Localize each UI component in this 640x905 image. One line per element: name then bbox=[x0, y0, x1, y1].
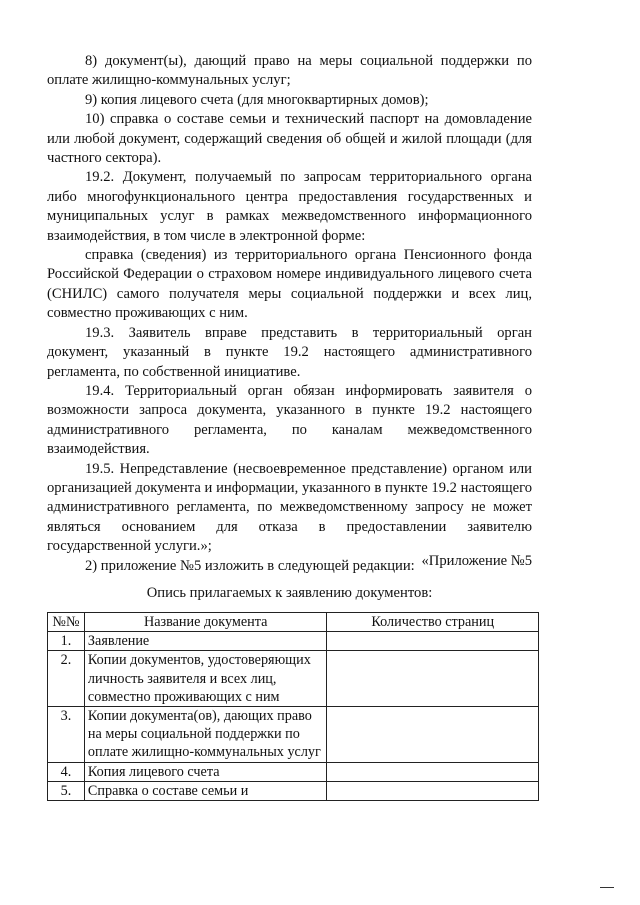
list-item-8: 8) документ(ы), дающий право на меры социальной поддержки по оплате жилищно-коммунальных услуг; bbox=[47, 53, 532, 89]
table-row bbox=[48, 781, 539, 800]
row-document-name: Копии документа(ов), дающих право на меры социальной поддержки по оплате жилищно-коммунальных услуг bbox=[84, 707, 327, 763]
table-row bbox=[48, 762, 539, 781]
row-page-count bbox=[327, 762, 539, 781]
row-document-name: Копия лицевого счета bbox=[84, 762, 327, 781]
row-page-count bbox=[327, 632, 539, 651]
header-number: №№ bbox=[48, 613, 85, 632]
row-page-count bbox=[327, 707, 539, 763]
row-document-name: Копии документов, удостоверяющих личность заявителя и всех лиц, совместно проживающих с ним bbox=[84, 651, 327, 707]
row-page-count bbox=[327, 651, 539, 707]
row-number: 2. bbox=[48, 651, 85, 707]
appendix-label: «Приложение №5 bbox=[421, 553, 532, 569]
amendment-2: 2) приложение №5 изложить в следующей редакции: bbox=[85, 557, 415, 574]
row-page-count bbox=[327, 781, 539, 800]
clause-19-4: 19.4. Территориальный орган обязан информировать заявителя о возможности запроса документа, указанного в пункте 19.2 настоящего административного регламента, по каналам межведомственного взаимодействия. bbox=[47, 382, 532, 458]
documents-table bbox=[47, 612, 539, 801]
clause-19-2-detail: справка (сведения) из территориального органа Пенсионного фонда Российской Федерации о страховом номере индивидуального лицевого счета (СНИЛС) самого получателя меры социальной поддержки и всех лиц, совместно проживающих с ним. bbox=[47, 247, 532, 322]
table-row bbox=[48, 632, 539, 651]
header-document-name: Название документа bbox=[84, 613, 327, 632]
row-document-name: Заявление bbox=[84, 632, 327, 651]
row-number: 5. bbox=[48, 781, 85, 800]
body-text bbox=[47, 52, 532, 576]
clause-19-3: 19.3. Заявитель вправе представить в территориальный орган документ, указанный в пункте 19.2 настоящего административного регламента, по собственной инициативе. bbox=[47, 324, 532, 380]
table-header-row bbox=[48, 613, 539, 632]
table-row bbox=[48, 651, 539, 707]
list-item-9: 9) копия лицевого счета (для многоквартирных домов); bbox=[85, 91, 429, 108]
row-number: 4. bbox=[48, 762, 85, 781]
row-number: 3. bbox=[48, 707, 85, 763]
table-caption: Опись прилагаемых к заявлению документов: bbox=[146, 585, 433, 601]
page-edge-dash bbox=[600, 887, 614, 888]
row-document-name: Справка о составе семьи и bbox=[84, 781, 327, 800]
clause-19-5: 19.5. Непредставление (несвоевременное представление) органом или организацией документа и информации, указанного в пункте 19.2 настоящего административного регламента, по межведомственному запросу не может являться основанием для отказа в предоставлении заявителю государственной услуги.»; bbox=[47, 460, 532, 555]
clause-19-2: 19.2. Документ, получаемый по запросам территориального органа либо многофункционального центра предоставления государственных и муниципальных услуг в рамках межведомственного информационного взаимодействия, в том числе в электронной форме: bbox=[47, 169, 532, 244]
header-page-count: Количество страниц bbox=[327, 613, 539, 632]
row-number: 1. bbox=[48, 632, 85, 651]
table-row bbox=[48, 707, 539, 763]
list-item-10: 10) справка о составе семьи и технический паспорт на домовладение или любой документ, содержащий сведения об общей и жилой площади (для частного сектора). bbox=[47, 111, 532, 167]
